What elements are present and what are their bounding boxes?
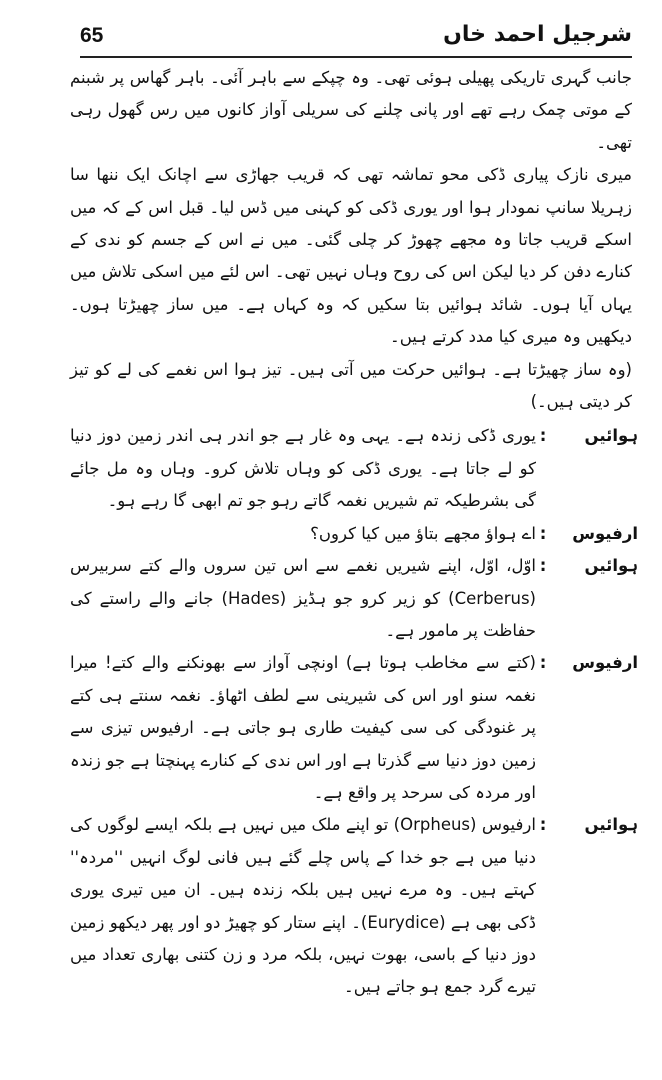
page-number: 65	[80, 24, 104, 47]
speaker-name: ارفیوس	[572, 523, 638, 543]
speaker-name: ہوائیں	[584, 556, 638, 576]
speaker-colon: :	[539, 523, 547, 543]
stage-direction: (وہ ساز چھیڑتا ہے۔ ہوائیں حرکت میں آتی ہیں۔ تیز ہوا اس نغمے کی لے کو تیز کر دیتی ہیں۔)	[70, 359, 632, 412]
paragraph-narration-2: میری نازک پیاری ڈکی محو تماشہ تھی کہ قریب جھاڑی سے اچانک ایک ننھا سا زہریلا سانپ نمودار ہوا اور یوری ڈکی کو کہنی میں ڈس لیا۔ قبل اس کے کہ میں اسکے قریب جاتا وہ مجھے چھوڑ کر چلی گئی۔ میں نے اس کے جسم کو ندی کے کنارے دفن کر دیا لیکن اس کی روح وہاں نہیں تھی۔ اس لئے میں اسکی تلاش میں یہاں آیا ہوں۔ شائد ہوائیں بتا سکیں کہ وہ کہاں ہے۔ میں ساز چھیڑتا ہوں۔ دیکھیں وہ میری کیا مدد کرتے ہیں۔	[70, 165, 632, 347]
page-body	[70, 62, 638, 1004]
speaker-name: ارفیوس	[572, 653, 638, 673]
speaker-colon: :	[539, 426, 547, 446]
speaker-colon: :	[539, 815, 547, 835]
speech-text: اوّل، اوّل، اپنے شیریں نغمے سے اس تین سروں والے کتے سربیرس (Cerberus) کو زیر کرو جو ہڈیز (Hades) جانے والے راستے کی حفاظت پر مامور ہے۔	[70, 556, 536, 640]
speech-text: یوری ڈکی زندہ ہے۔ یہی وہ غار ہے جو اندر ہی اندر زمین دوز دنیا کو لے جاتا ہے۔ یوری ڈکی کو وہاں تلاش کرو۔ وہاں وہ مل جائے گی بشرطیکہ تم شیریں نغمہ گاتے رہو جو تم ابھی گا رہے ہو۔	[70, 426, 536, 511]
speaker-name: ہوائیں	[584, 426, 638, 446]
dialogue-entry	[70, 647, 638, 809]
dialogue-entry	[70, 420, 638, 517]
speech-text: اے ہواؤ مجھے بتاؤ میں کیا کروں؟	[310, 523, 536, 543]
speaker-colon: :	[539, 556, 547, 576]
speaker-name: ہوائیں	[584, 815, 638, 835]
speech-text: (کتے سے مخاطب ہوتا ہے) اونچی آواز سے بھونکنے والے کتے! میرا نغمہ سنو اور اس کی شیرینی سے لطف اٹھاؤ۔ نغمہ سنتے ہی کتے پر غنودگی کی سی کیفیت طاری ہو جاتی ہے۔ ارفیوس تیزی سے زمین دوز دنیا سے گذرتا ہے اور اس ندی کے کنارے پہنچتا ہے جو زندہ اور مردہ کی سرحد پر واقع ہے۔	[70, 653, 536, 802]
speech-text: ارفیوس (Orpheus) تو اپنے ملک میں نہیں ہے بلکہ ایسے لوگوں کی دنیا میں ہے جو خدا کے پاس چلے گئے ہیں فانی لوگ انہیں ''مردہ'' کہتے ہیں۔ وہ مرے نہیں ہیں بلکہ زندہ ہیں۔ ان میں تیری یوری ڈکی بھی ہے (Eurydice)۔ اپنے ستار کو چھیڑ دو اور پھر دیکھو زمین دوز دنیا کے باسی، بھوت نہیں، بلکہ مرد و زن کتنی بھاری تعداد میں تیرے گرد جمع ہو جاتے ہیں۔	[70, 815, 536, 997]
dialogue-entry	[70, 518, 638, 550]
running-title: شرجیل احمد خاں	[443, 22, 632, 47]
header-rule	[80, 56, 632, 58]
page-header	[80, 22, 632, 56]
speaker-colon: :	[539, 653, 547, 673]
paragraph-narration-1: جانب گہری تاریکی پھیلی ہوئی تھی۔ وہ چپکے سے باہر آئی۔ باہر گھاس پر شبنم کے موتی چمک رہے تھے اور پانی چلنے کی سریلی آواز کانوں میں رس گھول رہی تھی۔	[70, 68, 632, 152]
dialogue-entry	[70, 550, 638, 647]
dialogue-entry	[70, 809, 638, 1003]
